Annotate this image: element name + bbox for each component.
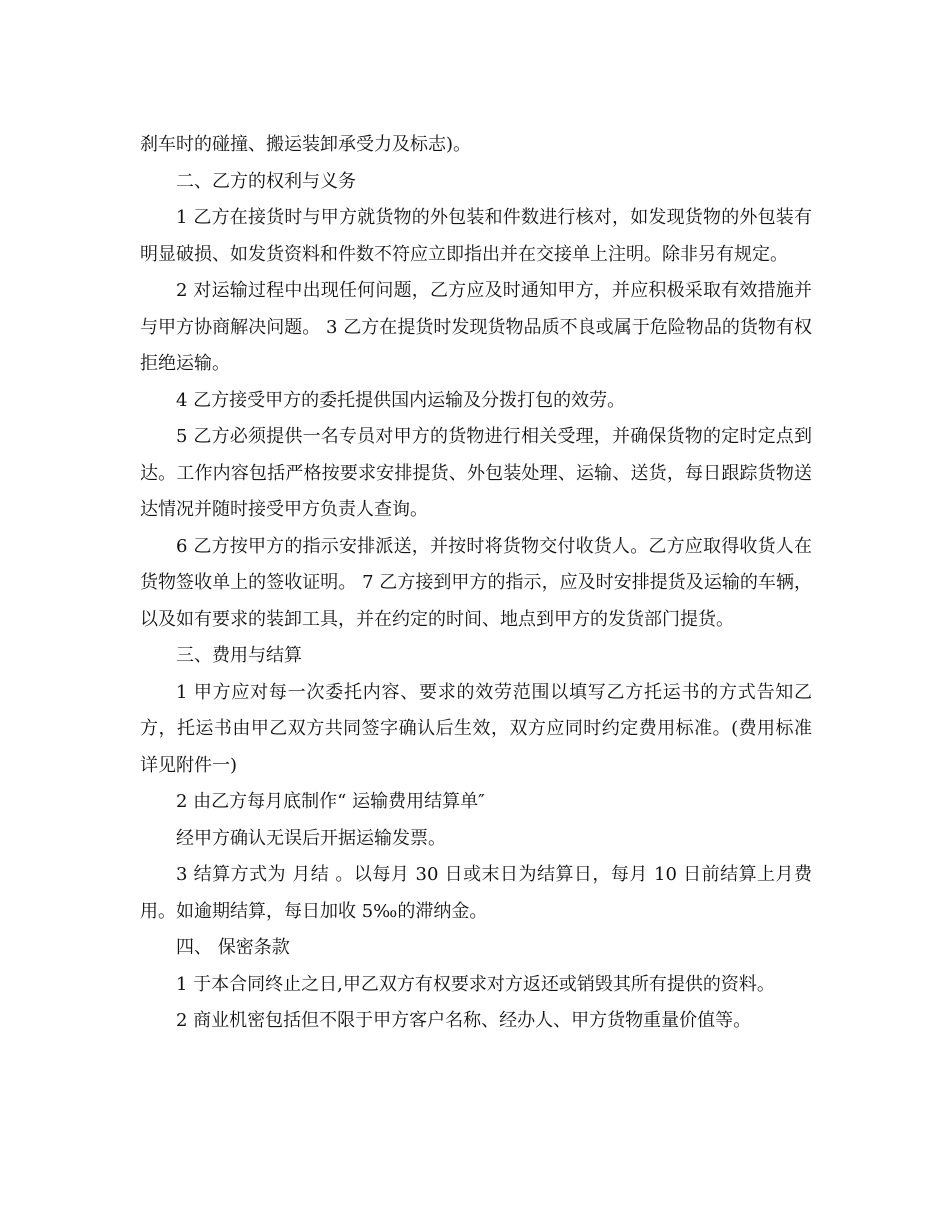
paragraph-13: 1 于本合同终止之日,甲乙双方有权要求对方返还或销毁其所有提供的资料。 [176, 973, 775, 995]
paragraph-4: 4 乙方接受甲方的委托提供国内运输及分拨打包的效劳。 [176, 389, 626, 411]
paragraph-8: 1 甲方应对每一次委托内容、要求的效劳范围以填写乙方托运书的方式告知乙方，托运书由甲乙双方共同签字确认后生效，双方应同时约定费用标准。(费用标准详见附件一) [140, 681, 812, 776]
paragraph-11: 3 结算方式为 月结 。以每月 30 日或末日为结算日，每月 10 日前结算上月费用。如逾期结算，每日加收 5‰的滞纳金。 [140, 864, 812, 922]
paragraph-0: 刹车时的碰撞、搬运装卸承受力及标志)。 [140, 134, 472, 155]
heading-section-2: 二、乙方的权利与义务 [176, 170, 356, 192]
document-body [140, 127, 812, 1040]
paragraph-6: 6 乙方按甲方的指示安排派送，并按时将货物交付收货人。乙方应取得收货人在货物签收单上的签收证明。 7 乙方接到甲方的指示，应及时安排提货及运输的车辆，以及如有要求的装卸工具，并在约定的时间、地点到甲方的发货部门提货。 [140, 535, 812, 630]
paragraph-3: 2 对运输过程中出现任何问题，乙方应及时通知甲方，并应积极采取有效措施并与甲方协商解决问题。 3 乙方在提货时发现货物品质不良或属于危险物品的货物有权拒绝运输。 [140, 280, 812, 374]
heading-section-3: 三、费用与结算 [176, 645, 302, 666]
paragraph-5: 5 乙方必须提供一名专员对甲方的货物进行相关受理，并确保货物的定时定点到达。工作内容包括严格按要求安排提货、外包装处理、运输、送货，每日跟踪货物送达情况并随时接受甲方负责人查询。 [140, 426, 812, 520]
paragraph-2: 1 乙方在接货时与甲方就货物的外包装和件数进行核对，如发现货物的外包装有明显破损、如发货资料和件数不符应立即指出并在交接单上注明。除非另有规定。 [140, 207, 812, 265]
paragraph-14: 2 商业机密包括但不限于甲方客户名称、经办人、甲方货物重量价值等。 [176, 1010, 752, 1031]
paragraph-9: 2 由乙方每月底制作“ 运输费用结算单″ [176, 791, 485, 812]
heading-section-4: 四、 保密条款 [176, 937, 290, 958]
paragraph-10: 经甲方确认无误后开据运输发票。 [176, 827, 446, 849]
